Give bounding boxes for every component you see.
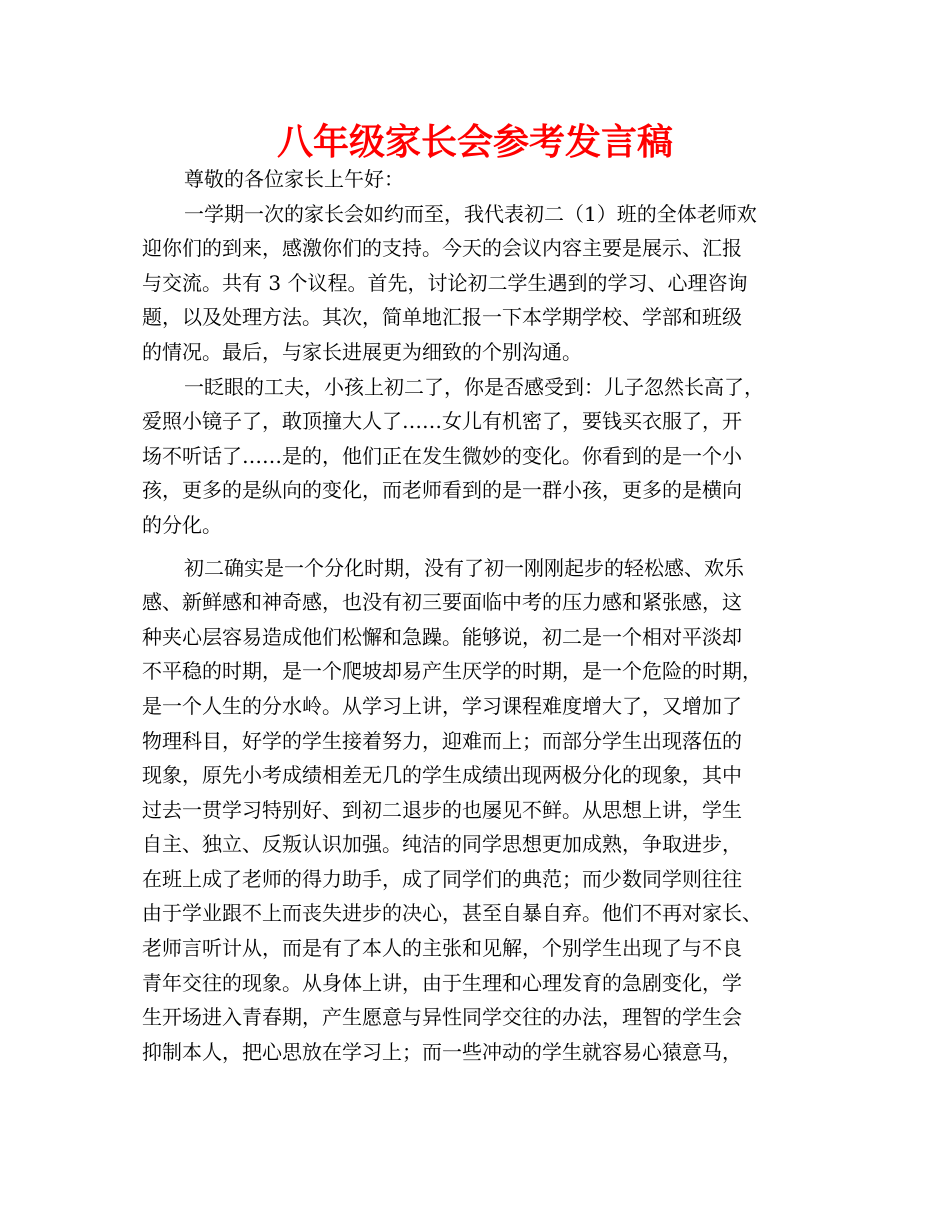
paragraph-line: 是一个人生的分水岭。从学习上讲，学习课程难度增大了，又增加了 (142, 693, 742, 718)
paragraph-line: 的分化。 (142, 512, 222, 537)
paragraph-line: 孩，更多的是纵向的变化，而老师看到的是一群小孩，更多的是横向 (142, 478, 742, 503)
document-title: 八年级家长会参考发言稿 (276, 122, 673, 163)
paragraph-line: 在班上成了老师的得力助手，成了同学们的典范；而少数同学则往往 (142, 866, 742, 891)
document-body (142, 162, 832, 1069)
paragraph-line: 生开场进入青春期，产生愿意与异性同学交往的办法，理智的学生会 (142, 1005, 742, 1030)
paragraph-line: 场不听话了……是的，他们正在发生微妙的变化。你看到的是一个小 (142, 443, 742, 468)
salutation-line: 尊敬的各位家长上午好： (184, 167, 404, 191)
paragraph-line: 青年交往的现象。从身体上讲，由于生理和心理发育的急剧变化，学 (142, 970, 742, 995)
paragraph-line: 一眨眼的工夫，小孩上初二了，你是否感受到：儿子忽然长高了， (184, 374, 764, 399)
paragraph-spacer (142, 543, 832, 551)
paragraph-line: 抑制本人，把心思放在学习上；而一些冲动的学生就容易心猿意马， (142, 1039, 742, 1064)
paragraph-line: 物理科目，好学的学生接着努力，迎难而上；而部分学生出现落伍的 (142, 728, 742, 753)
paragraph-line: 自主、独立、反叛认识加强。纯洁的同学思想更加成熟，争取进步， (142, 832, 742, 857)
paragraph-line: 一学期一次的家长会如约而至，我代表初二（1）班的全体老师欢 (184, 201, 757, 226)
paragraph-line: 与交流。共有 3 个议程。首先，讨论初二学生遇到的学习、心理咨询 (142, 270, 748, 295)
paragraph-line: 过去一贯学习特别好、到初二退步的也屡见不鲜。从思想上讲，学生 (142, 797, 742, 822)
paragraph-line: 由于学业跟不上而丧失进步的决心，甚至自暴自弃。他们不再对家长、 (142, 901, 762, 926)
paragraph-line: 初二确实是一个分化时期，没有了初一刚刚起步的轻松感、欢乐 (184, 555, 744, 580)
paragraph-line: 题，以及处理方法。其次，简单地汇报一下本学期学校、学部和班级 (142, 305, 742, 330)
paragraph-line: 感、新鲜感和神奇感，也没有初三要面临中考的压力感和紧张感，这 (142, 590, 742, 615)
paragraph-line: 爱照小镜子了，敢顶撞大人了……女儿有机密了，要钱买衣服了，开 (142, 409, 742, 434)
paragraph-line: 不平稳的时期，是一个爬坡却易产生厌学的时期，是一个危险的时期， (142, 659, 762, 684)
paragraph-line: 的情况。最后，与家长进展更为细致的个别沟通。 (142, 339, 582, 364)
paragraph-line: 老师言听计从，而是有了本人的主张和见解，个别学生出现了与不良 (142, 936, 742, 961)
paragraph-line: 种夹心层容易造成他们松懈和急躁。能够说，初二是一个相对平淡却 (142, 624, 742, 649)
paragraph-line: 迎你们的到来，感激你们的支持。今天的会议内容主要是展示、汇报 (142, 236, 742, 261)
paragraph-line: 现象，原先小考成绩相差无几的学生成绩出现两极分化的现象，其中 (142, 763, 742, 788)
